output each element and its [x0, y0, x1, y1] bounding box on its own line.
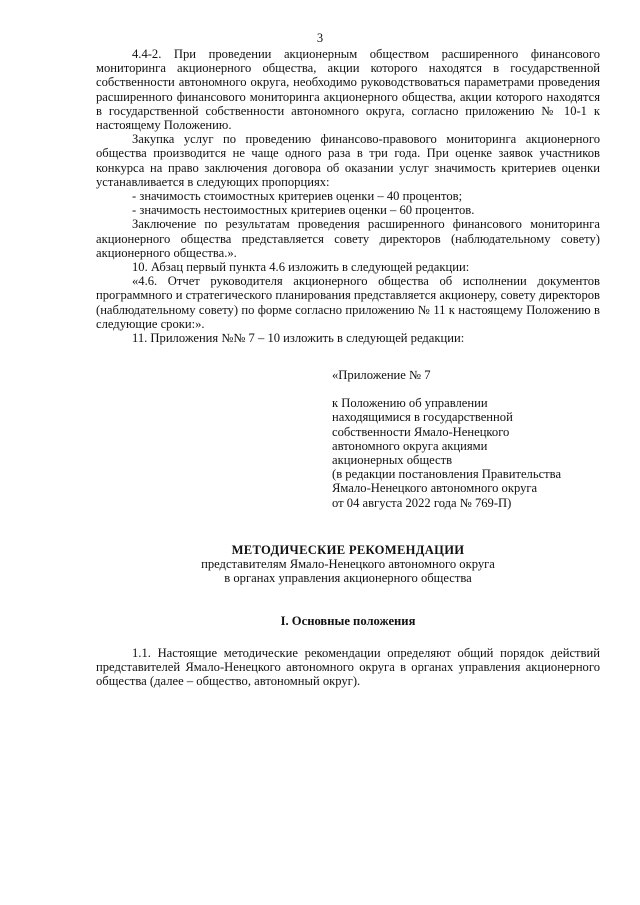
paragraph-item-11: 11. Приложения №№ 7 – 10 изложить в следующей редакции:: [132, 331, 465, 346]
document-title: [96, 543, 600, 586]
appendix-line: (в редакции постановления Правительства: [332, 467, 562, 482]
appendix-line: акционерных обществ: [332, 453, 453, 468]
appendix-line: от 04 августа 2022 года № 769-П): [332, 495, 512, 510]
section-heading: I. Основные положения: [280, 614, 416, 628]
list-item-noncost-criteria: - значимость нестоимостных критериев оценки – 60 процентов.: [132, 203, 475, 218]
title-heading: МЕТОДИЧЕСКИЕ РЕКОМЕНДАЦИИ: [231, 543, 465, 557]
appendix-line: собственности Ямало-Ненецкого: [332, 424, 510, 439]
paragraph-1-1: 1.1. Настоящие методические рекомендации определяют общий порядок действий представителей Ямало-Ненецкого автономного округа в органах управления акционерного общества (далее – общество, автономный округ).: [96, 646, 600, 689]
section-body: [96, 646, 600, 689]
page-number: 3: [316, 31, 324, 45]
paragraph-4-6: «4.6. Отчет руководителя акционерного общества об исполнении документов программного и стратегического планирования представляется акционеру, совету директоров (наблюдательному совету) по форме согласно приложению № 11 к настоящему Положению в следующие сроки:».: [96, 274, 600, 331]
title-line: в органах управления акционерного общества: [224, 571, 472, 586]
title-line: представителям Ямало-Ненецкого автономного округа: [201, 557, 495, 572]
appendix-line: находящимися в государственной: [332, 410, 513, 425]
appendix-line: автономного округа акциями: [332, 438, 488, 453]
paragraph-conclusion: Заключение по результатам проведения расширенного финансового мониторинга акционерного общества представляется совету директоров (наблюдательному совету) акционерного общества.».: [96, 217, 600, 260]
appendix-line: к Положению об управлении: [332, 396, 488, 411]
document-body: [96, 47, 600, 345]
list-item-cost-criteria: - значимость стоимостных критериев оценки – 40 процентов;: [132, 189, 463, 204]
appendix-label: «Приложение № 7: [332, 368, 431, 382]
appendix-header: [332, 368, 602, 510]
paragraph-item-10: 10. Абзац первый пункта 4.6 изложить в следующей редакции:: [132, 260, 470, 275]
appendix-line: Ямало-Ненецкого автономного округа: [332, 481, 538, 496]
paragraph-procurement: Закупка услуг по проведению финансово-правового мониторинга акционерного общества производится не чаще одного раза в три года. При оценке заявок участников конкурса на право заключения договора об оказании услуг значимость критериев оценки устанавливается в следующих пропорциях:: [96, 132, 600, 189]
paragraph-4-4-2: 4.4-2. При проведении акционерным обществом расширенного финансового мониторинга акционерного общества, акции которого находятся в государственной собственности автономного округа, необходимо руководствоваться параметрами проведения расширенного финансового мониторинга акционерного общества, акции которого находятся в государственной собственности автономного округа, согласно приложению № 10-1 к настоящему Положению.: [96, 47, 600, 133]
